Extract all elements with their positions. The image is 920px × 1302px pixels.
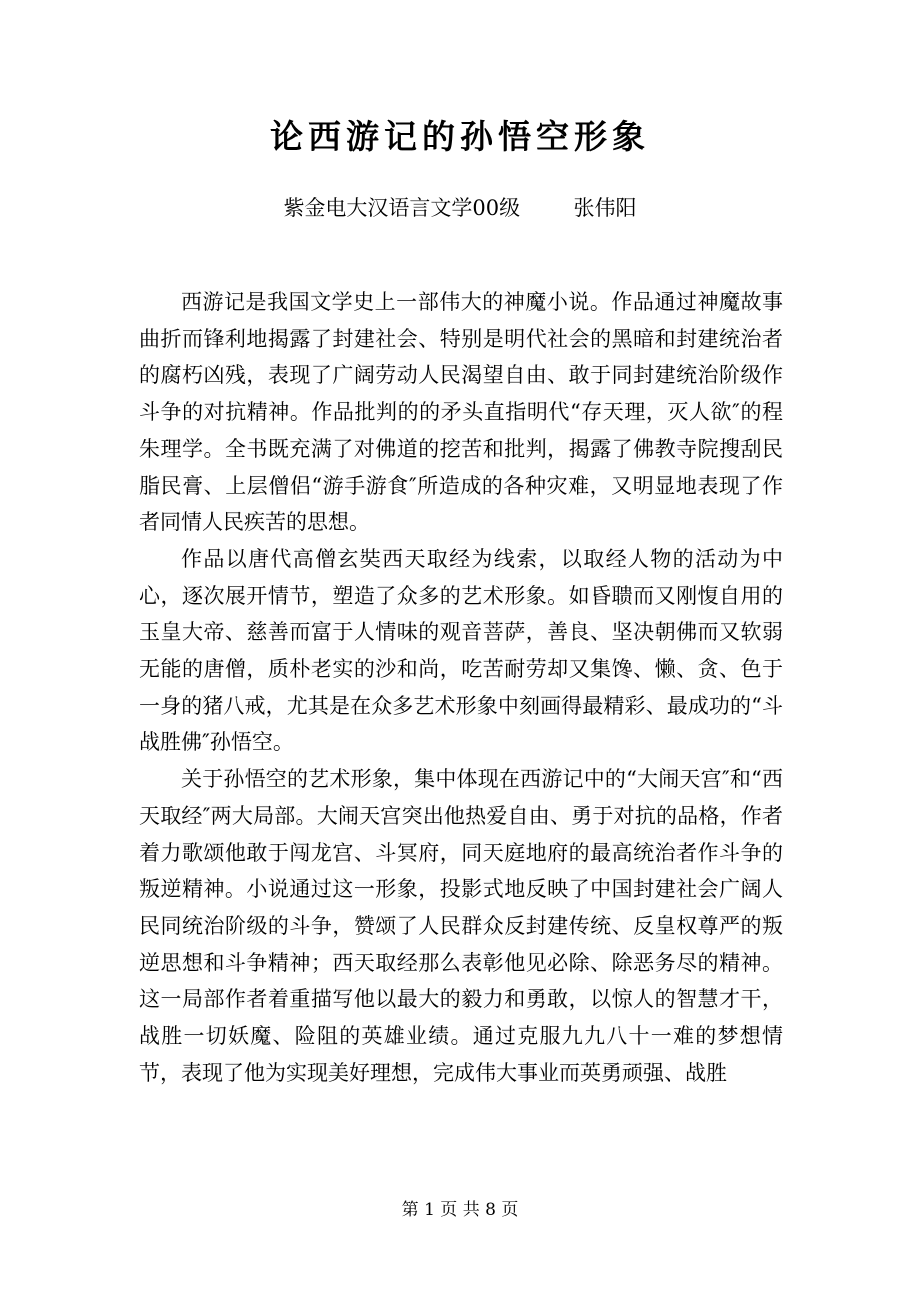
page-footer: 第 1 页 共 8 页 [401, 1200, 519, 1220]
document-body [139, 284, 783, 1091]
body-paragraph-2: 作品以唐代高僧玄奘西天取经为线索，以取经人物的活动为中心，逐次展开情节，塑造了众多的艺术形象。如昏聩而又刚愎自用的玉皇大帝、慈善而富于人情味的观音菩萨，善良、坚决朝佛而又软弱无能的唐僧，质朴老实的沙和尚，吃苦耐劳却又集馋、懒、贪、色于一身的猪八戒，尤其是在众多艺术形象中刻画得最精彩、最成功的“斗战胜佛″孙悟空。 [139, 546, 783, 755]
author-byline: 紫金电大汉语言文学00级 张伟阳 [283, 196, 637, 220]
body-paragraph-1: 西游记是我国文学史上一部伟大的神魔小说。作品通过神魔故事曲折而锋利地揭露了封建社会、特别是明代社会的黑暗和封建统治者的腐朽凶残，表现了广阔劳动人民渴望自由、敢于同封建统治阶级作斗争的对抗精神。作品批判的的矛头直指明代“存天理，灭人欲″的程朱理学。全书既充满了对佛道的挖苦和批判，揭露了佛教寺院搜刮民脂民膏、上层僧侣“游手游食″所造成的各种灾难，又明显地表现了作者同情人民疾苦的思想。 [139, 290, 783, 535]
body-paragraph-3: 关于孙悟空的艺术形象，集中体现在西游记中的“大闹天宫″和“西天取经″两大局部。大闹天宫突出他热爱自由、勇于对抗的品格，作者着力歌颂他敢于闯龙宫、斗冥府，同天庭地府的最高统治者作斗争的叛逆精神。小说通过这一形象，投影式地反映了中国封建社会广阔人民同统治阶级的斗争，赞颂了人民群众反封建传统、反皇权尊严的叛逆思想和斗争精神；西天取经那么表彰他见必除、除恶务尽的精神。这一局部作者着重描写他以最大的毅力和勇敢，以惊人的智慧才干，战胜一切妖魔、险阻的英雄业绩。通过克服九九八十一难的梦想情节，表现了他为实现美好理想，完成伟大事业而英勇顽强、战胜 [139, 767, 783, 1085]
document-title: 论西游记的孙悟空形象 [270, 117, 650, 156]
